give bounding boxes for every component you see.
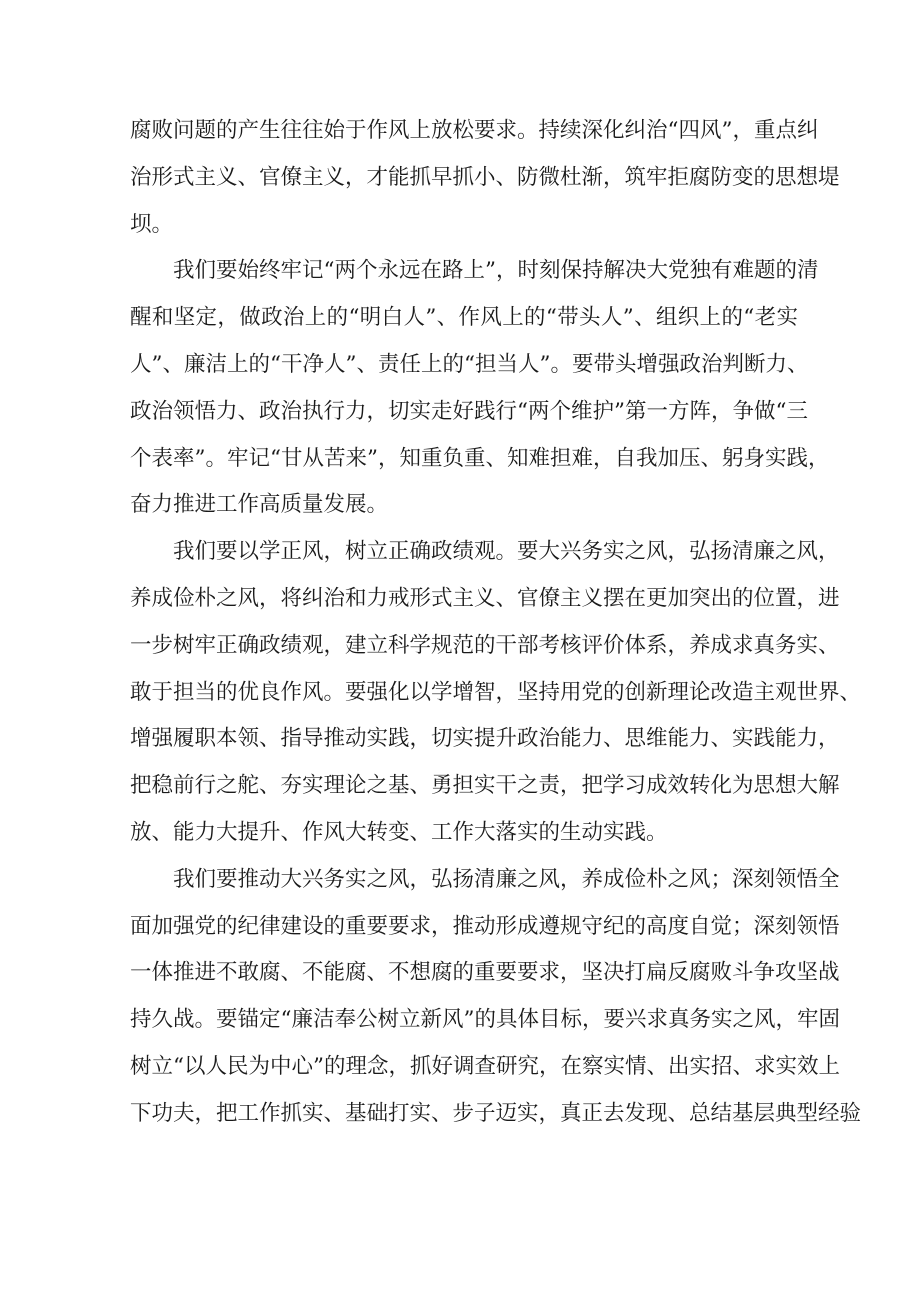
paragraph-4 [130, 857, 862, 1138]
text-line: 腐败问题的产生往往始于作风上放松要求。持续深化纠治“四风”，重点纠 [130, 118, 819, 143]
text-line: 奋力推进工作高质量发展。 [130, 492, 389, 518]
document-body [130, 108, 862, 1138]
text-line: 增强履职本领、指导推动实践，切实提升政治能力、思维能力、实践能力， [130, 726, 840, 752]
text-line: 我们要推动大兴务实之风，弘扬清廉之风，养成俭朴之风；深刻领悟全 [173, 866, 840, 892]
text-line: 醒和坚定，做政治上的“明白人”、作风上的“带头人”、组织上的“老实 [130, 305, 798, 331]
text-line: 下功夫，把工作抓实、基础打实、步子迈实，真正去发现、总结基层典型经验 [130, 1100, 862, 1126]
paragraph-2 [130, 248, 830, 529]
text-line: 我们要始终牢记“两个永远在路上”，时刻保持解决大党独有难题的清 [173, 258, 819, 284]
text-line: 敢于担当的优良作风。要强化以学增智，坚持用党的创新理论改造主观世界、 [130, 679, 862, 705]
text-line: 把稳前行之舵、夯实理论之基、勇担实干之责，把学习成效转化为思想大解 [130, 773, 840, 799]
text-line: 我们要以学正风，树立正确政绩观。要大兴务实之风，弘扬清廉之风， [173, 539, 840, 565]
text-line: 人”、廉洁上的“干净人”、责任上的“担当人”。要带头增强政治判断力、 [130, 351, 809, 377]
text-line: 政治领悟力、政治执行力，切实走好践行“两个维护”第一方阵，争做“三 [130, 398, 808, 424]
paragraph-1 [130, 108, 840, 248]
text-line: 面加强党的纪律建设的重要要求，推动形成遵规守纪的高度自觉；深刻领悟 [130, 913, 840, 939]
text-line: 一体推进不敢腐、不能腐、不想腐的重要要求，坚决打扁反腐败斗争攻坚战 [130, 960, 840, 986]
text-line: 树立“以人民为中心”的理念，抓好调查研究，在察实情、出实招、求实效上 [130, 1053, 840, 1079]
text-line: 养成俭朴之风，将纠治和力戒形式主义、官僚主义摆在更加突出的位置，进 [130, 585, 840, 611]
text-line: 放、能力大提升、作风大转变、工作大落实的生动实践。 [130, 819, 668, 845]
text-line: 持久战。要锚定“廉洁奉公树立新风”的具体目标，要兴求真务实之风，牢固 [130, 1007, 840, 1033]
text-line: 坝。 [130, 211, 174, 237]
text-line: 个表率”。牢记“甘从苦来”，知重负重、知难担难，自我加压、躬身实践， [130, 445, 830, 471]
text-line: 治形式主义、官僚主义，才能抓早抓小、防微杜渐，筑牢拒腐防变的思想堤 [130, 164, 840, 190]
paragraph-3 [130, 529, 862, 857]
text-line: 一步树牢正确政绩观，建立科学规范的干部考核评价体系，养成求真务实、 [130, 632, 840, 658]
